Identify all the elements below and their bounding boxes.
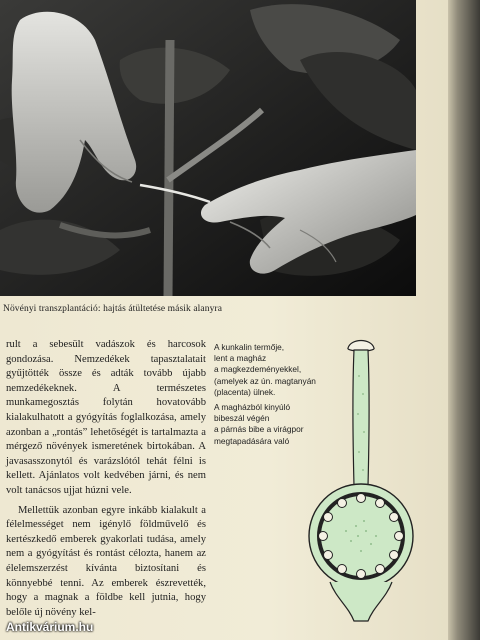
- watermark: Antikvárium.hu: [6, 620, 94, 634]
- annotation-line: lent a magház: [214, 353, 267, 364]
- style-shape: [353, 350, 369, 486]
- annotation-line: (amelyek az ún. magtanyán: [214, 375, 316, 386]
- body-text: [6, 338, 206, 620]
- pistil-diagram: [296, 336, 426, 626]
- receptacle-shape: [330, 582, 392, 621]
- photo-caption: Növényi transzplantáció: hajtás átültetése másik alanyra: [3, 304, 223, 314]
- annotation-line: a párnás bibe a virágpor: [214, 424, 304, 435]
- grafting-photo: [0, 0, 416, 296]
- annotation-line: a magkezdeményekkel,: [214, 364, 302, 375]
- annotation-line: A magházból kinyúló: [214, 402, 291, 413]
- page-edge: [448, 0, 480, 640]
- paragraph-2: Mellettük azonban egyre inkább kialakult a félelmességet nem igénylő földművelő és kertészkedő emberek gyakorlati tudása, amely nem a gyógyítást és rontást célozta, hanem az élelemszerzést kívánta biztosítani és könnyebbé tenni. Az emberek észrevették, hogy a magnak a földbe kell jutnia, hogy belőle új növény kel-: [6, 504, 206, 618]
- paragraph-1: rult a sebesült vadászok és harcosok gondozása. Nemzedékek tapasztalatait gyűjtötték össze és adták tovább újabb nemzedékeknek. A természetes munkamegosztás folytán hovatovább kialakulhatott a gyógyítás foglalkozása, amely azonban a „rontás” lehetőségét is tartalmazta a mérgező növények ismeretének birtokában. A javasasszonytól és varázslótól tehát félni is kellett. Ajánlatos volt kedvében járni, és nem volt tanácsos ujjat húzni vele.: [6, 339, 206, 496]
- annotation-line: bibeszál végén: [214, 413, 270, 424]
- annotation-line: (placenta) ülnek.: [214, 386, 276, 397]
- annotation-line: megtapadására való: [214, 435, 290, 446]
- annotation-line: A kunkalin termője,: [214, 342, 285, 352]
